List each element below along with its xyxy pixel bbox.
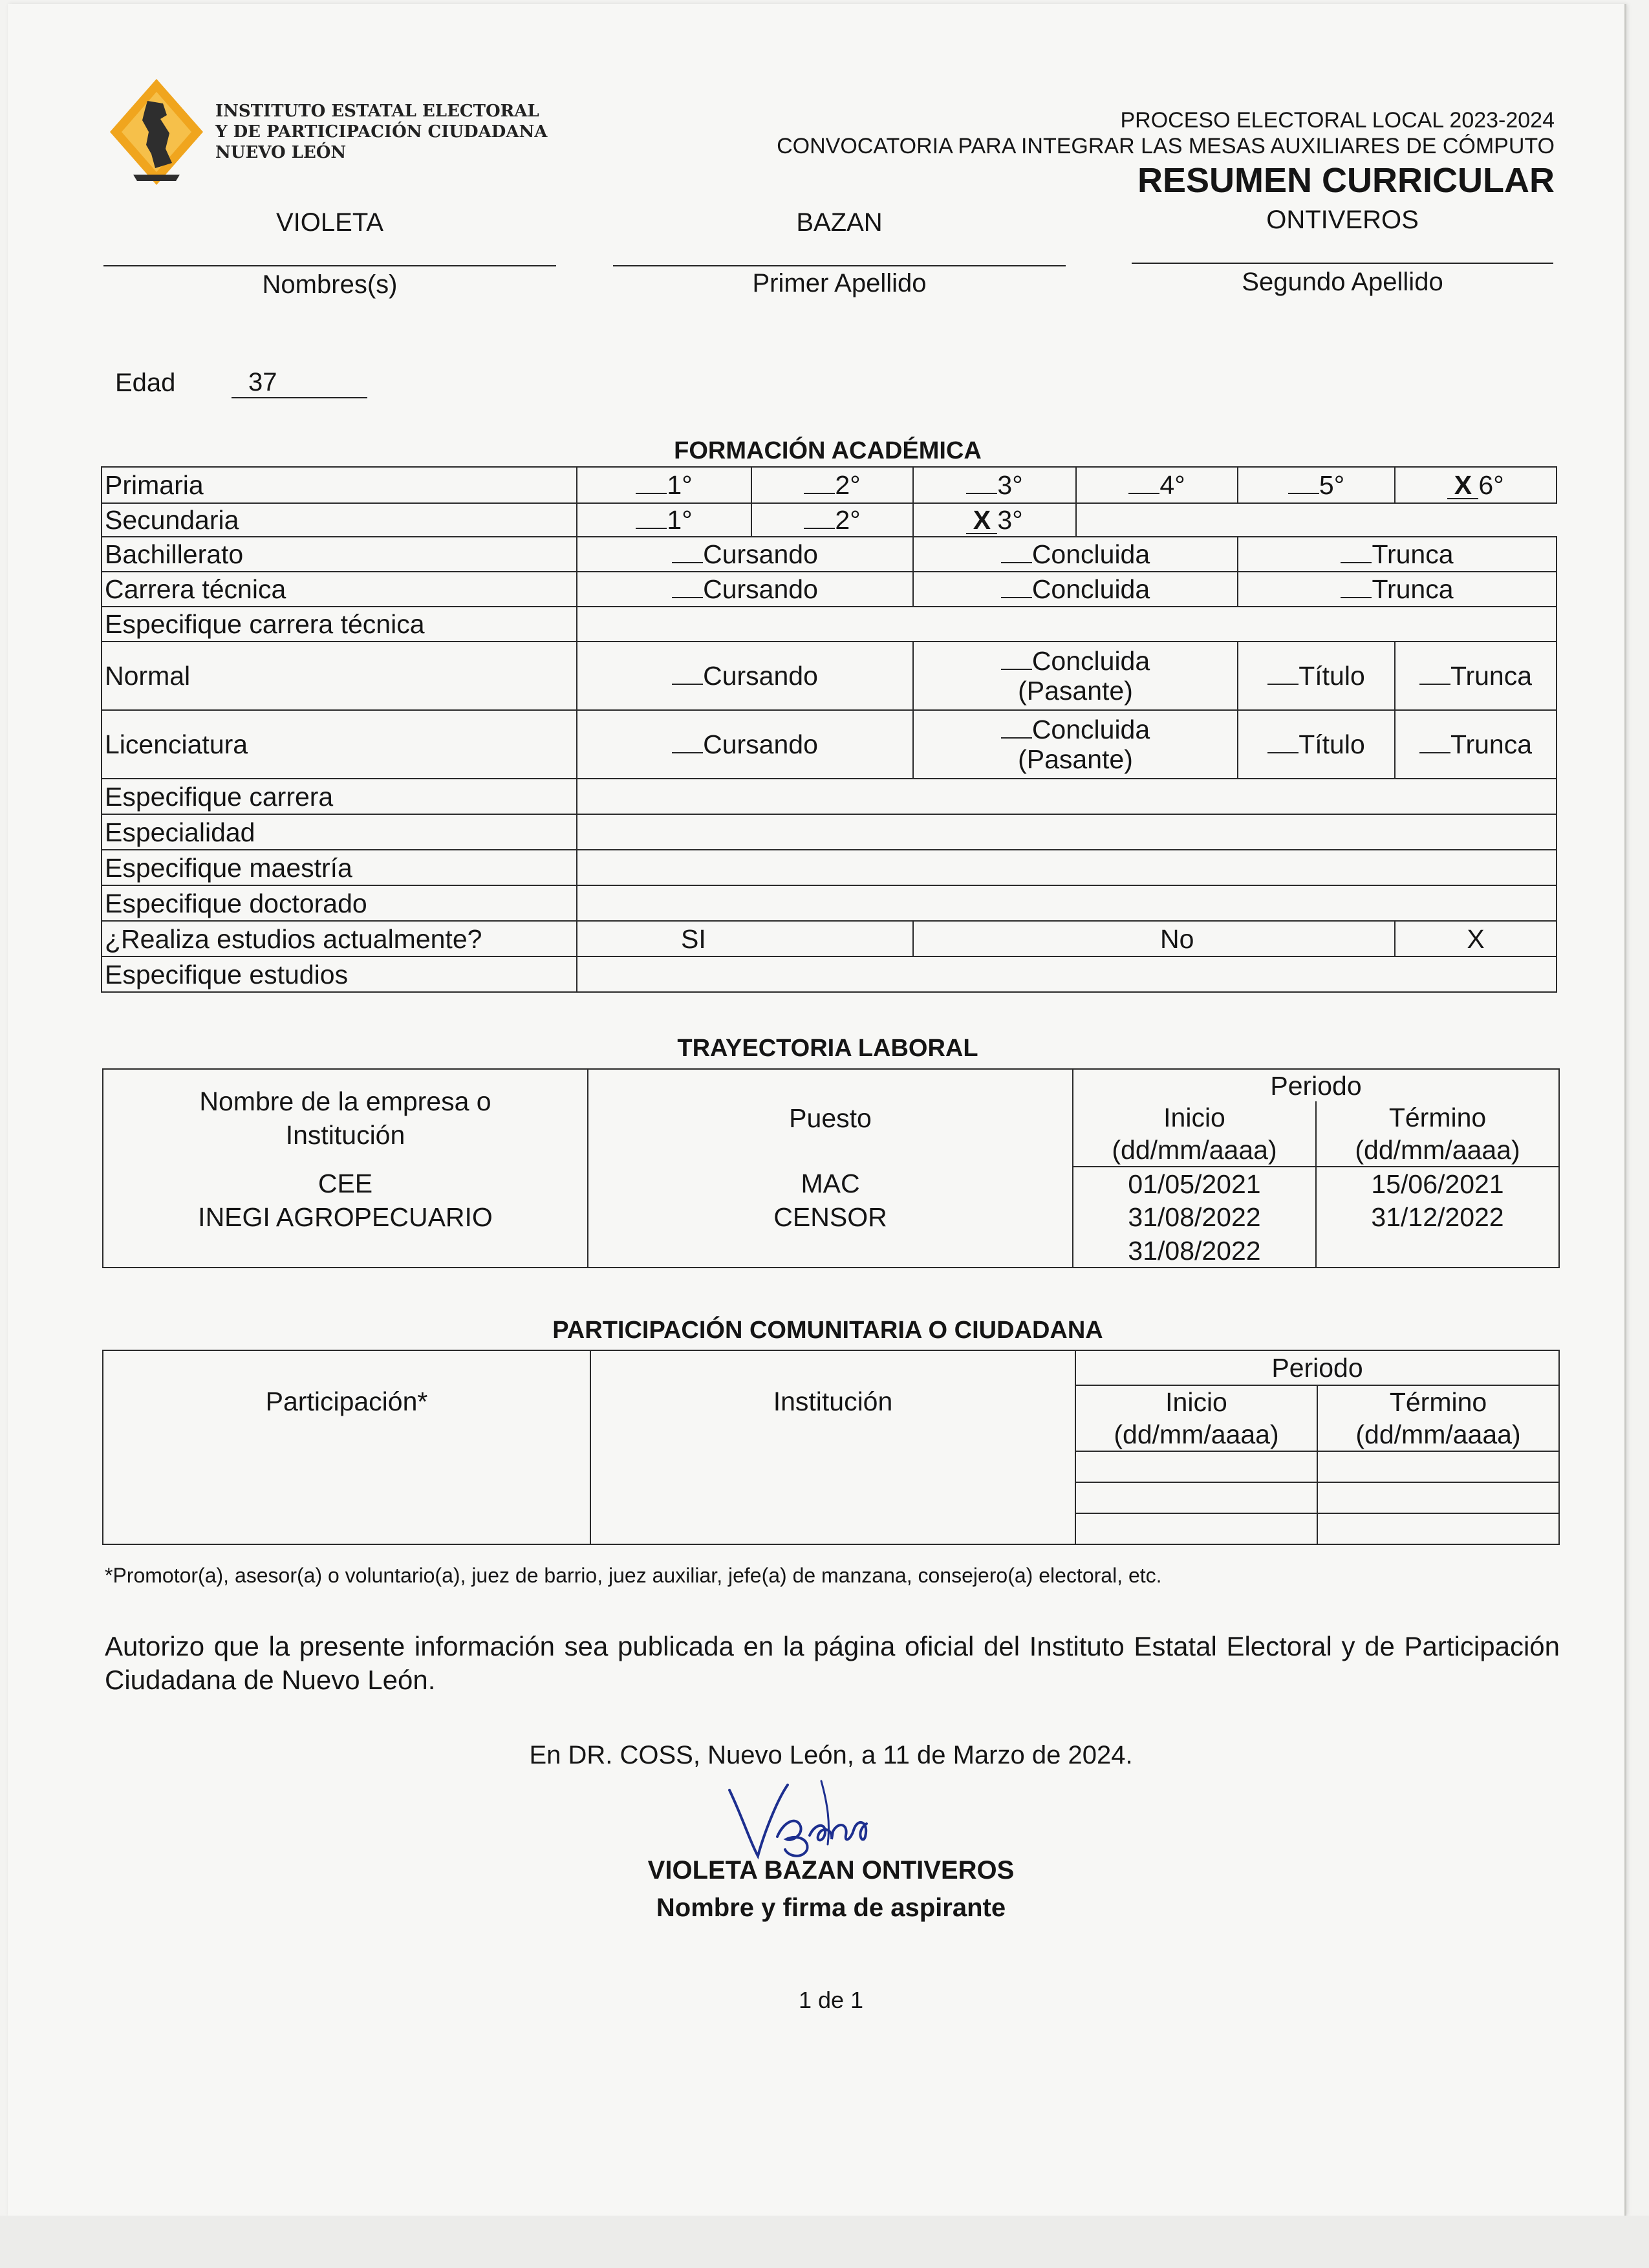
age-label: Edad xyxy=(115,369,176,397)
especifique-estudios-field[interactable] xyxy=(577,956,1557,992)
authorization-text: Autorizo que la presente información sea publicada en la página oficial del Instituto Estatal Electoral y de Participación Ciudadana de Nuevo León. xyxy=(105,1631,1560,1695)
academic-section-title: FORMACIÓN ACADÉMICA xyxy=(674,437,982,464)
especifique-carrera-tecnica-field[interactable] xyxy=(577,607,1557,642)
especifique-carrera-field[interactable] xyxy=(577,779,1557,814)
especifique-carrera-row xyxy=(102,779,1557,814)
especialidad-field[interactable] xyxy=(577,814,1557,850)
second-surname-value: ONTIVEROS xyxy=(1266,206,1419,234)
academic-table xyxy=(101,466,1557,993)
estudios-actuales-mark[interactable]: X xyxy=(1395,921,1557,956)
electoral-process: PROCESO ELECTORAL LOCAL 2023-2024 xyxy=(1120,108,1555,133)
community-institution-cell[interactable] xyxy=(590,1513,1075,1544)
primaria-grade-4[interactable]: 4° xyxy=(1076,467,1238,503)
primaria-grade-3[interactable]: 3° xyxy=(913,467,1076,503)
secundaria-grade-2[interactable]: 2° xyxy=(751,503,913,537)
institution-name xyxy=(215,101,603,163)
normal-label: Normal xyxy=(102,642,577,710)
community-row xyxy=(103,1451,1559,1482)
especifique-maestria-row xyxy=(102,850,1557,885)
community-institution-cell[interactable] xyxy=(590,1451,1075,1482)
work-position: CENSOR xyxy=(588,1200,1073,1234)
secundaria-grade-3[interactable]: X 3° xyxy=(913,503,1076,537)
work-row xyxy=(103,1234,1559,1268)
licenciatura-trunca[interactable]: Trunca xyxy=(1395,710,1557,779)
community-start-cell[interactable] xyxy=(1075,1482,1317,1513)
normal-trunca[interactable]: Trunca xyxy=(1395,642,1557,710)
especifique-doctorado-row xyxy=(102,885,1557,921)
carrera-tecnica-label: Carrera técnica xyxy=(102,572,577,607)
secundaria-grade-1[interactable]: 1° xyxy=(577,503,751,537)
names-underline xyxy=(103,265,556,266)
community-start-cell[interactable] xyxy=(1075,1451,1317,1482)
licenciatura-concluida[interactable]: Concluida (Pasante) xyxy=(913,710,1238,779)
normal-row xyxy=(102,642,1557,710)
scanner-background xyxy=(0,2216,1649,2268)
community-end-cell[interactable] xyxy=(1317,1482,1559,1513)
especialidad-row xyxy=(102,814,1557,850)
community-start-cell[interactable] xyxy=(1075,1513,1317,1544)
document-title: RESUMEN CURRICULAR xyxy=(1137,161,1555,200)
community-table xyxy=(102,1350,1560,1545)
especifique-estudios-label: Especifique estudios xyxy=(102,956,577,992)
age-value: 37 xyxy=(232,367,367,398)
bachillerato-cursando[interactable]: Cursando xyxy=(577,537,913,572)
work-company xyxy=(103,1234,588,1268)
work-end: 31/12/2022 xyxy=(1316,1200,1559,1234)
community-section-title: PARTICIPACIÓN COMUNITARIA O CIUDADANA xyxy=(552,1317,1103,1344)
community-col-end: Término (dd/mm/aaaa) xyxy=(1317,1385,1559,1451)
especifique-maestria-label: Especifique maestría xyxy=(102,850,577,885)
work-end: 15/06/2021 xyxy=(1316,1167,1559,1200)
community-end-cell[interactable] xyxy=(1317,1513,1559,1544)
especifique-maestria-field[interactable] xyxy=(577,850,1557,885)
bachillerato-label: Bachillerato xyxy=(102,537,577,572)
signature-image xyxy=(724,1759,873,1869)
institution-name-line1: INSTITUTO ESTATAL ELECTORAL xyxy=(215,102,539,121)
especifique-carrera-tecnica-row xyxy=(102,607,1557,642)
bachillerato-row xyxy=(102,537,1557,572)
primaria-label: Primaria xyxy=(102,467,577,503)
community-col-participation: Participación* xyxy=(103,1350,590,1451)
licenciatura-label: Licenciatura xyxy=(102,710,577,779)
names-label: Nombres(s) xyxy=(262,270,398,299)
licenciatura-row xyxy=(102,710,1557,779)
second-surname-label: Segundo Apellido xyxy=(1242,268,1443,296)
estudios-actuales-si[interactable]: SI xyxy=(577,921,913,956)
carrera-tecnica-trunca[interactable]: Trunca xyxy=(1238,572,1557,607)
community-participation-cell[interactable] xyxy=(103,1451,590,1482)
carrera-tecnica-cursando[interactable]: Cursando xyxy=(577,572,913,607)
second-surname-underline xyxy=(1132,263,1553,264)
work-company: CEE xyxy=(103,1167,588,1200)
work-table xyxy=(102,1068,1560,1268)
institution-name-line3: NUEVO LEÓN xyxy=(215,143,347,162)
primaria-grade-1[interactable]: 1° xyxy=(577,467,751,503)
licenciatura-cursando[interactable]: Cursando xyxy=(577,710,913,779)
work-col-position: Puesto xyxy=(588,1069,1073,1167)
work-col-start: Inicio (dd/mm/aaaa) xyxy=(1073,1101,1316,1167)
place-date: En DR. COSS, Nuevo León, a 11 de Marzo de 2024. xyxy=(529,1741,1133,1769)
work-col-period: Periodo xyxy=(1073,1069,1559,1101)
carrera-tecnica-concluida[interactable]: Concluida xyxy=(913,572,1238,607)
especifique-carrera-label: Especifique carrera xyxy=(102,779,577,814)
work-company: INEGI AGROPECUARIO xyxy=(103,1200,588,1234)
work-start: 01/05/2021 xyxy=(1073,1167,1316,1200)
institution-name-line2: Y DE PARTICIPACIÓN CIUDADANA xyxy=(215,122,548,142)
licenciatura-titulo[interactable]: Título xyxy=(1238,710,1395,779)
primaria-grade-5[interactable]: 5° xyxy=(1238,467,1395,503)
community-participation-cell[interactable] xyxy=(103,1482,590,1513)
community-col-start: Inicio (dd/mm/aaaa) xyxy=(1075,1385,1317,1451)
secundaria-row xyxy=(102,503,1557,537)
work-col-company: Nombre de la empresa o Institución xyxy=(103,1069,588,1167)
primaria-grade-2[interactable]: 2° xyxy=(751,467,913,503)
community-participation-cell[interactable] xyxy=(103,1513,590,1544)
first-surname-underline xyxy=(613,265,1066,266)
especifique-estudios-row xyxy=(102,956,1557,992)
estudios-actuales-no[interactable]: No xyxy=(1076,921,1395,956)
first-surname-value: BAZAN xyxy=(796,208,883,237)
community-col-period: Periodo xyxy=(1075,1350,1559,1385)
applicant-full-name: VIOLETA BAZAN ONTIVEROS xyxy=(647,1856,1015,1885)
iee-logo-icon xyxy=(109,78,204,188)
normal-titulo[interactable]: Título xyxy=(1238,642,1395,710)
community-institution-cell[interactable] xyxy=(590,1482,1075,1513)
document-header xyxy=(777,107,1555,202)
work-start: 31/08/2022 xyxy=(1073,1200,1316,1234)
bachillerato-concluida[interactable]: Concluida xyxy=(913,537,1238,572)
estudios-actuales-row xyxy=(102,921,1557,956)
normal-cursando[interactable]: Cursando xyxy=(577,642,913,710)
community-row xyxy=(103,1482,1559,1513)
work-start: 31/08/2022 xyxy=(1073,1234,1316,1268)
work-position: MAC xyxy=(588,1167,1073,1200)
secundaria-label: Secundaria xyxy=(102,503,577,537)
especialidad-label: Especialidad xyxy=(102,814,577,850)
work-end xyxy=(1316,1234,1559,1268)
estudios-actuales-label: ¿Realiza estudios actualmente? xyxy=(102,921,577,956)
community-row xyxy=(103,1513,1559,1544)
normal-concluida[interactable]: Concluida (Pasante) xyxy=(913,642,1238,710)
carrera-tecnica-row xyxy=(102,572,1557,607)
primaria-grade-6[interactable]: X 6° xyxy=(1395,467,1557,503)
secundaria-mark: X xyxy=(966,507,997,534)
call-title: CONVOCATORIA PARA INTEGRAR LAS MESAS AUXILIARES DE CÓMPUTO xyxy=(777,134,1555,158)
page-number: 1 de 1 xyxy=(798,1987,864,2013)
participation-footnote: *Promotor(a), asesor(a) o voluntario(a), juez de barrio, juez auxiliar, jefe(a) de manzana, consejero(a) electoral, etc. xyxy=(105,1564,1162,1587)
signature-caption: Nombre y firma de aspirante xyxy=(656,1894,1006,1922)
names-value: VIOLETA xyxy=(276,208,383,237)
bachillerato-trunca[interactable]: Trunca xyxy=(1238,537,1557,572)
community-col-institution: Institución xyxy=(590,1350,1075,1451)
work-row xyxy=(103,1200,1559,1234)
primaria-row xyxy=(102,467,1557,503)
especifique-doctorado-label: Especifique doctorado xyxy=(102,885,577,921)
work-col-end: Término (dd/mm/aaaa) xyxy=(1316,1101,1559,1167)
community-end-cell[interactable] xyxy=(1317,1451,1559,1482)
work-row xyxy=(103,1167,1559,1200)
work-position xyxy=(588,1234,1073,1268)
first-surname-label: Primer Apellido xyxy=(752,269,927,297)
especifique-doctorado-field[interactable] xyxy=(577,885,1557,921)
primaria-mark: X xyxy=(1447,472,1478,499)
work-section-title: TRAYECTORIA LABORAL xyxy=(677,1035,978,1062)
especifique-carrera-tecnica-label: Especifique carrera técnica xyxy=(102,607,577,642)
